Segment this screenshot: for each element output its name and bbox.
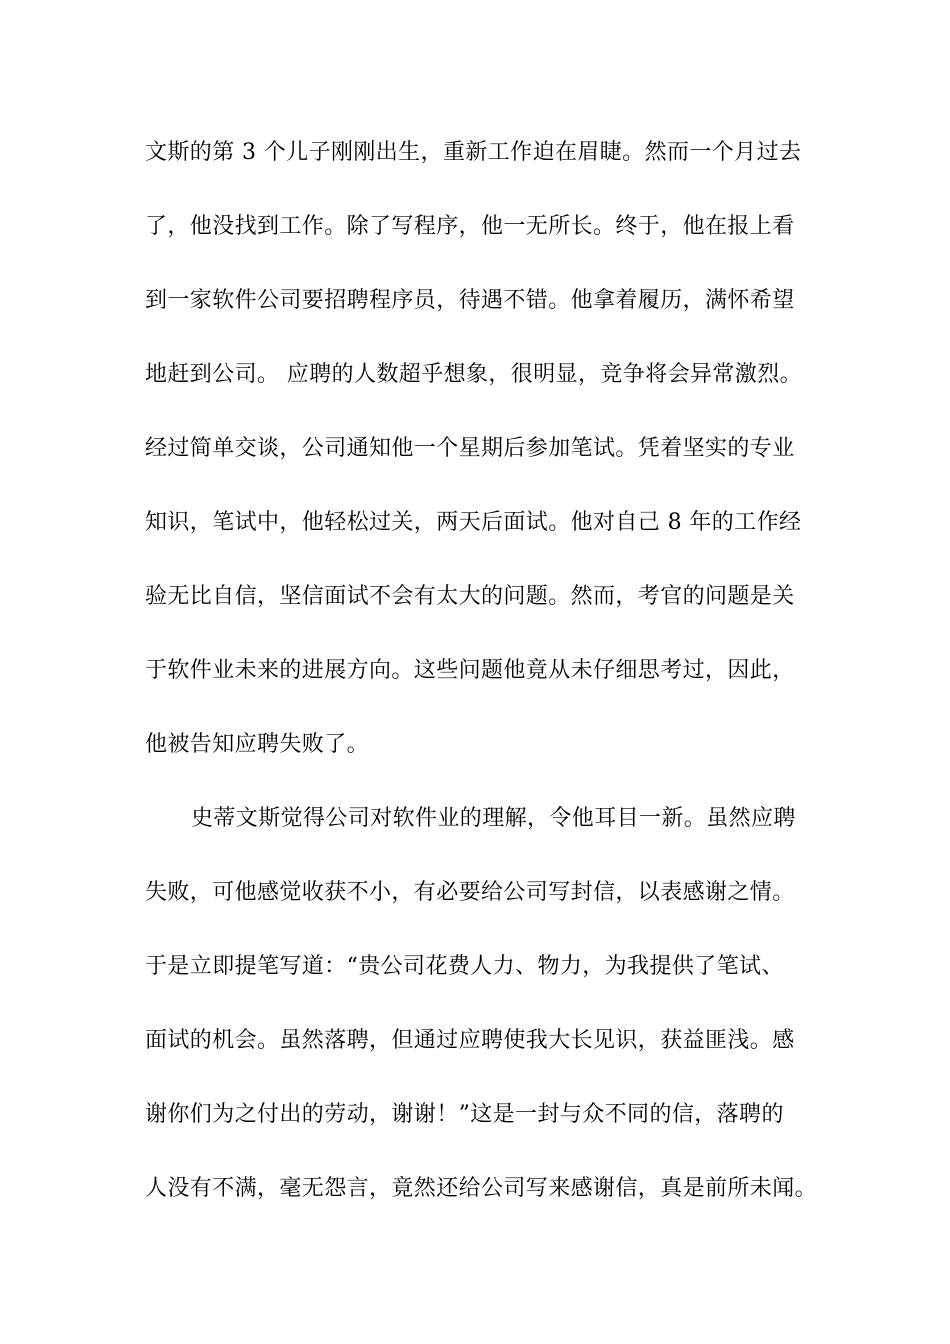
text-line: 他被告知应聘失败了。 [145,732,370,757]
text-line: 到一家软件公司要招聘程序员，待遇不错。他拿着履历，满怀希望 [145,288,795,313]
paragraph-start-line: 史蒂文斯觉得公司对软件业的理解，令他耳目一新。虽然应聘 [191,806,796,831]
text-line: 失败，可他感觉收获不小，有必要给公司写封信，以表感谢之情。 [145,880,795,905]
text-line: 于是立即提笔写道：“贵公司花费人力、物力，为我提供了笔试、 [145,954,784,979]
text-line: 人没有不满，毫无怨言，竟然还给公司写来感谢信，真是前所未闻。 [145,1176,818,1201]
text-line: 于软件业未来的进展方向。这些问题他竟从未仔细思考过，因此， [145,658,795,683]
text-line: 知识，笔试中，他轻松过关，两天后面试。他对自己 8 年的工作经 [145,510,802,535]
text-line: 文斯的第 3 个儿子刚刚出生，重新工作迫在眉睫。然而一个月过去 [145,140,802,165]
body-text [145,128,825,1238]
text-line: 经过简单交谈，公司通知他一个星期后参加笔试。凭着坚实的专业 [145,436,795,461]
text-line: 了，他没找到工作。除了写程序，他一无所长。终于，他在报上看 [145,214,795,239]
text-line: 谢你们为之付出的劳动，谢谢！”这是一封与众不同的信，落聘的 [145,1102,784,1127]
text-line: 面试的机会。虽然落聘，但通过应聘使我大长见识，获益匪浅。感 [145,1028,795,1053]
text-line: 地赶到公司。 应聘的人数超乎想象，很明显，竞争将会异常激烈。 [145,362,802,387]
text-line: 验无比自信，坚信面试不会有太大的问题。然而，考官的问题是关 [145,584,795,609]
